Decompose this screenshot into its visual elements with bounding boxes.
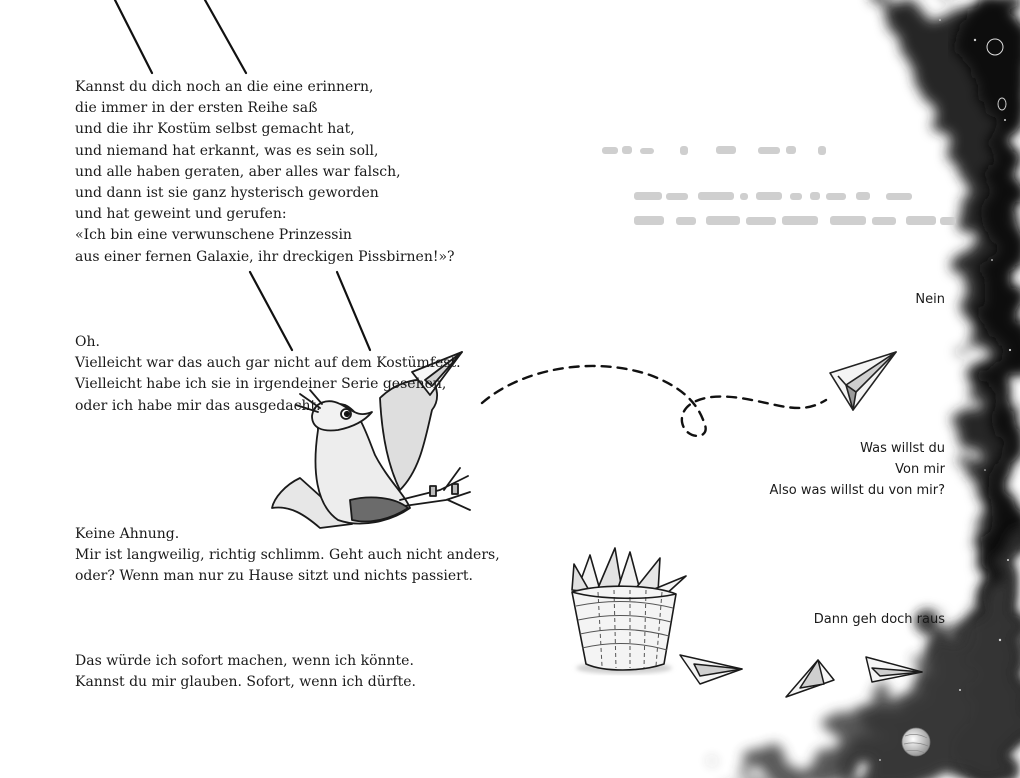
redacted-text bbox=[602, 146, 956, 225]
text-line: Kannst du dich noch an die eine erinnern, bbox=[75, 79, 374, 95]
text-block-4 bbox=[75, 651, 416, 693]
ground-planes bbox=[680, 655, 922, 697]
text-line: aus einer fernen Galaxie, ihr dreckigen Pissbirnen!»? bbox=[75, 248, 455, 265]
text-line: und niemand hat erkannt, was es sein soll, bbox=[75, 142, 379, 159]
hanging-strings-top bbox=[115, 0, 246, 73]
text-line: Vielleicht war das auch gar nicht auf dem Kostümfest. bbox=[75, 355, 461, 372]
text-line: Keine Ahnung. bbox=[75, 526, 180, 542]
reply-line: Von mir bbox=[895, 462, 945, 477]
reply-block-2 bbox=[770, 438, 946, 501]
basket-illustration bbox=[572, 548, 686, 674]
paper-plane-icon bbox=[830, 352, 896, 410]
reply-line: Dann geh doch raus bbox=[813, 612, 945, 627]
text-line: und dann ist sie ganz hysterisch geworden bbox=[75, 185, 379, 202]
planet-icon bbox=[902, 728, 930, 756]
reply-line: Nein bbox=[915, 292, 945, 307]
text-line: oder ich habe mir das ausgedacht. bbox=[75, 397, 321, 414]
reply-line: Also was willst du von mir? bbox=[769, 483, 945, 498]
text-line: und hat geweint und gerufen: bbox=[75, 206, 287, 223]
text-line: Mir ist langweilig, richtig schlimm. Geht auch nicht anders, bbox=[75, 547, 500, 564]
text-line: und die ihr Kostüm selbst gemacht hat, bbox=[75, 121, 355, 138]
flight-path bbox=[482, 366, 826, 436]
reply-block-3 bbox=[814, 609, 945, 630]
text-line: oder? Wenn man nur zu Hause sitzt und nichts passiert. bbox=[75, 568, 473, 585]
text-line: Kannst du mir glauben. Sofort, wenn ich dürfte. bbox=[75, 674, 416, 691]
reply-line: Was willst du bbox=[860, 441, 945, 456]
text-block-1 bbox=[75, 77, 455, 268]
text-block-3 bbox=[75, 524, 500, 588]
text-line: Oh. bbox=[75, 334, 100, 350]
text-line: Das würde ich sofort machen, wenn ich könnte. bbox=[75, 653, 414, 669]
text-block-2 bbox=[75, 332, 461, 417]
text-line: die immer in der ersten Reihe saß bbox=[75, 100, 318, 117]
text-line: «Ich bin eine verwunschene Prinzessin bbox=[75, 227, 352, 244]
text-line: Vielleicht habe ich sie in irgendeiner Serie gesehen, bbox=[75, 376, 447, 393]
reply-block-1 bbox=[915, 289, 945, 310]
text-line: und alle haben geraten, aber alles war falsch, bbox=[75, 163, 401, 180]
